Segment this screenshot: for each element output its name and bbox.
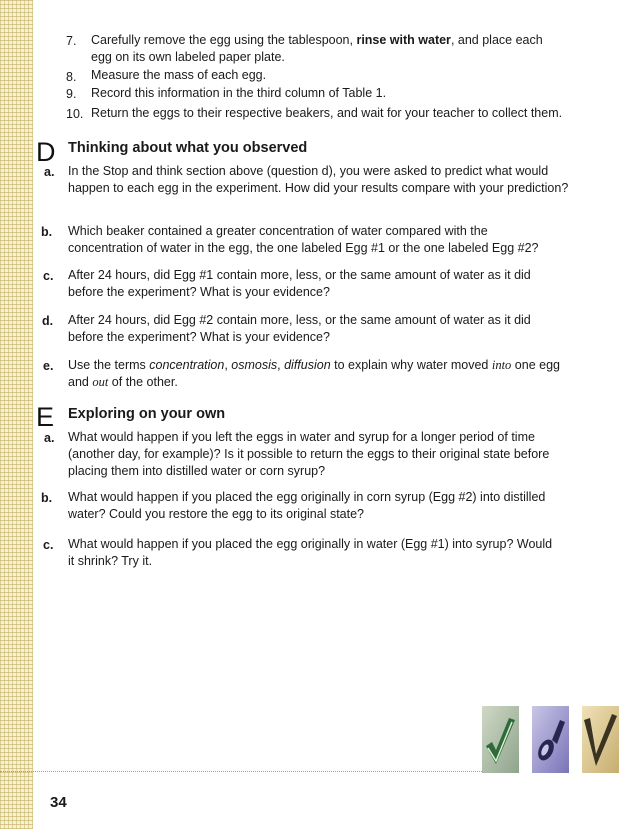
question-text: After 24 hours, did Egg #2 contain more, less, or the same amount of water as it did before the experiment? What is your evidence? bbox=[68, 313, 531, 344]
step-number: 7. bbox=[66, 34, 77, 48]
tan-checkmark-photo bbox=[582, 706, 619, 773]
question-text: What would happen if you left the eggs in water and syrup for a longer period of time (another day, for example)? Is it possible to return the eggs to their original state before placing them into distilled water or corn syrup? bbox=[68, 430, 550, 478]
step-number: 8. bbox=[66, 70, 77, 84]
question-label: c. bbox=[43, 269, 54, 283]
question-text: Use the terms concentration, osmosis, diffusion to explain why water moved into one egg and out of the other. bbox=[68, 358, 560, 389]
step-number: 9. bbox=[66, 87, 77, 101]
question-label: b. bbox=[41, 491, 53, 505]
question-label: c. bbox=[43, 538, 54, 552]
step-text: Return the eggs to their respective beakers, and wait for your teacher to collect them. bbox=[91, 106, 563, 120]
question-label: e. bbox=[43, 359, 54, 373]
step-text: Record this information in the third column of Table 1. bbox=[91, 86, 387, 100]
question-label: a. bbox=[44, 431, 55, 445]
question-text: Which beaker contained a greater concentration of water compared with the concentration of water in the egg, the one labeled Egg #1 or the one labeled Egg #2? bbox=[68, 224, 539, 255]
question-text: After 24 hours, did Egg #1 contain more, less, or the same amount of water as it did before the experiment? What is your evidence? bbox=[68, 268, 531, 299]
purple-mark-photo bbox=[532, 706, 569, 773]
page-number: 34 bbox=[50, 794, 67, 811]
footer-divider bbox=[0, 771, 482, 772]
green-checkmark-photo bbox=[482, 706, 519, 773]
question-text: What would happen if you placed the egg originally in water (Egg #1) into syrup? Would it shrink? Try it. bbox=[68, 537, 553, 568]
step-text: Measure the mass of each egg. bbox=[91, 68, 267, 82]
question-label: d. bbox=[42, 314, 54, 328]
question-text: What would happen if you placed the egg originally in corn syrup (Egg #2) into distilled water? Could you restore the egg to its original state? bbox=[68, 490, 546, 521]
question-label: b. bbox=[41, 225, 53, 239]
section-title: Exploring on your own bbox=[68, 406, 226, 422]
section-letter: E bbox=[34, 404, 57, 431]
decorative-margin-strip bbox=[0, 0, 33, 829]
section-title: Thinking about what you observed bbox=[68, 140, 308, 156]
question-text: In the Stop and think section above (question d), you were asked to predict what would happen to each egg in the experiment. How did your results compare with your prediction? bbox=[68, 164, 569, 195]
question-label: a. bbox=[44, 165, 55, 179]
step-number: 10. bbox=[66, 107, 84, 121]
section-letter: D bbox=[34, 139, 59, 166]
step-text: Carefully remove the egg using the tablespoon, rinse with water, and place each egg on its own labeled paper plate. bbox=[91, 33, 543, 64]
